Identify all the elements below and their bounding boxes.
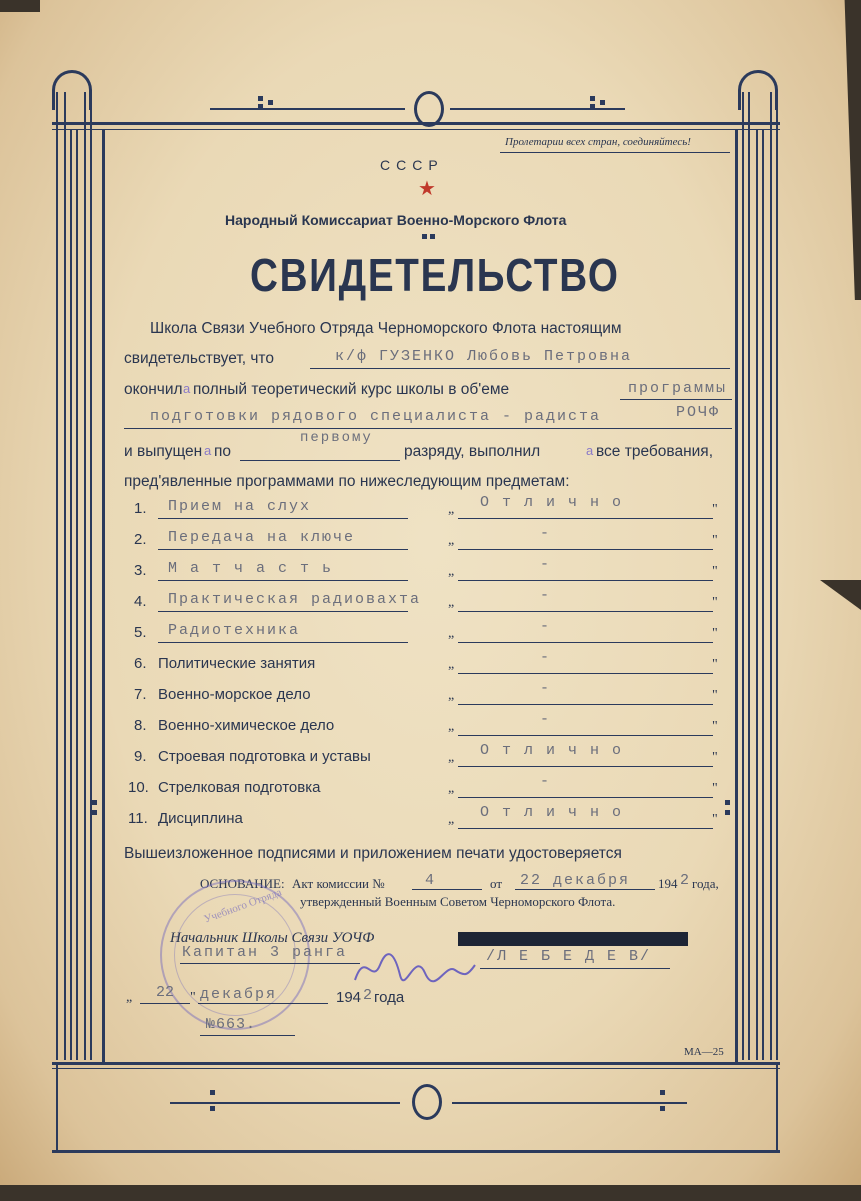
ornament-bar-left <box>210 108 405 110</box>
body-line-6: пред'явленные программами по нижеследующим предметам: <box>124 473 570 490</box>
grade-open-quote: „ <box>448 719 455 734</box>
body-line-3-mid: полный теоретический курс школы в об'еме <box>193 381 510 398</box>
subject-name: Практическая радиовахта <box>168 591 422 608</box>
frame-bottom-line-thin <box>52 1068 780 1069</box>
body-line-5a: и выпущен <box>124 443 203 460</box>
subject-name: Радиотехника <box>168 622 301 639</box>
ornament-dot <box>210 1106 215 1111</box>
basis-line-2: утвержденный Военным Советом Черноморского Флота. <box>300 894 616 909</box>
grade-close-quote: " <box>712 626 718 641</box>
subject-number: 5. <box>134 624 147 641</box>
name-underline <box>310 368 730 369</box>
frame-top-line <box>52 122 780 125</box>
program-typed-right: РОЧФ <box>676 404 721 421</box>
frame-dot <box>725 800 730 805</box>
subject-number: 7. <box>134 686 147 703</box>
body-line-1: Школа Связи Учебного Отряда Черноморского Флота настоящим <box>150 320 622 337</box>
subject-grade: - <box>540 649 552 666</box>
subject-grade: - <box>540 680 552 697</box>
body-line-5b: разряду, выполнил <box>404 443 541 460</box>
frame-right-col <box>756 130 758 1060</box>
frame-dot <box>725 810 730 815</box>
country-title: СССР <box>380 157 444 173</box>
subject-grade: - <box>540 587 552 604</box>
act-number-underline <box>412 889 482 890</box>
frame-base-line <box>52 1150 780 1153</box>
grade-rank-typed: первому <box>300 430 373 446</box>
frame-right-col <box>762 130 764 1060</box>
ornament-dot <box>660 1090 665 1095</box>
basis-year-prefix: 194 <box>658 876 678 891</box>
frame-right-col <box>748 92 750 1060</box>
ornament-bar-right-bottom <box>452 1102 687 1104</box>
subject-name: Стрелковая подготовка <box>158 779 321 796</box>
slogan: Пролетарии всех стран, соединяйтесь! <box>505 136 691 148</box>
recipient-name: к/ф ГУЗЕНКО Любовь Петровна <box>335 348 633 365</box>
subject-name: М а т ч а с т ь <box>168 560 334 577</box>
date-year-prefix: 194 <box>336 989 362 1006</box>
frame-left-col <box>84 92 86 1060</box>
subject-grade: - <box>540 556 552 573</box>
act-number: 4 <box>425 872 437 889</box>
ornament-dot <box>600 100 605 105</box>
frame-cap-left <box>52 70 92 110</box>
grade-open-quote: „ <box>448 781 455 796</box>
subject-name: Передача на ключе <box>168 529 356 546</box>
grade-close-quote: " <box>712 719 718 734</box>
grade-open-quote: „ <box>448 812 455 827</box>
ornament-dot <box>258 96 263 101</box>
torn-edge-bottom <box>0 1185 861 1201</box>
head-name: /Л Е Б Е Д Е В/ <box>486 948 652 965</box>
program-typed: программы <box>628 380 728 397</box>
subject-name-underline <box>158 580 408 581</box>
program-underline <box>620 399 732 400</box>
grade-underline <box>458 673 713 674</box>
ornament-dot <box>660 1106 665 1111</box>
subject-number: 10. <box>128 779 149 796</box>
frame-dot <box>92 810 97 815</box>
gender-suffix-3: а <box>586 443 594 458</box>
grade-open-quote: „ <box>448 502 455 517</box>
act-date: 22 декабря <box>520 872 631 889</box>
grade-open-quote: „ <box>448 595 455 610</box>
grade-close-quote: " <box>712 657 718 672</box>
date-month: декабря <box>200 986 278 1003</box>
subject-grade: - <box>540 773 552 790</box>
head-rank: Капитан 3 ранга <box>182 944 348 961</box>
body-line-5-po: по <box>214 443 232 460</box>
star-icon: ★ <box>418 178 436 200</box>
grade-underline <box>458 797 713 798</box>
date-open-quote: „ <box>126 990 133 1005</box>
ornament-oval-top <box>414 91 444 127</box>
subject-name: Дисциплина <box>158 810 243 827</box>
frame-left-col <box>76 130 78 1060</box>
grade-close-quote: " <box>712 502 718 517</box>
grade-open-quote: „ <box>448 626 455 641</box>
grade-close-quote: " <box>712 533 718 548</box>
grade-underline <box>458 518 713 519</box>
ornament-bar-right <box>450 108 625 110</box>
torn-corner <box>0 0 40 12</box>
frame-bottom-line <box>52 1062 780 1065</box>
subject-number: 4. <box>134 593 147 610</box>
frame-left-col <box>64 92 66 1060</box>
subject-name: Военно-морское дело <box>158 686 311 703</box>
subject-name-underline <box>158 518 408 519</box>
ornament-dot <box>590 104 595 109</box>
date-year-digit: 2 <box>363 987 373 1004</box>
form-code: МА—25 <box>684 1046 724 1058</box>
date-day-underline <box>140 1003 190 1004</box>
date-day: 22 <box>156 984 175 1001</box>
basis-text: Акт комиссии № <box>292 876 385 891</box>
body-line-3-prefix: окончил <box>124 381 183 398</box>
grade-underline <box>458 580 713 581</box>
ornament-dot <box>210 1090 215 1095</box>
subject-number: 3. <box>134 562 147 579</box>
subject-name: Военно-химическое дело <box>158 717 335 734</box>
subject-number: 1. <box>134 500 147 517</box>
subject-number: 8. <box>134 717 147 734</box>
frame-right-col <box>770 92 772 1060</box>
head-title: Начальник Школы Связи УОЧФ <box>170 930 375 946</box>
grade-underline <box>458 611 713 612</box>
basis-from: от <box>490 876 503 891</box>
slogan-underline <box>500 152 730 153</box>
grade-close-quote: " <box>712 812 718 827</box>
head-rank-underline <box>180 963 360 964</box>
grade-close-quote: " <box>712 595 718 610</box>
frame-base-right <box>776 1062 778 1152</box>
frame-dot <box>92 800 97 805</box>
body-line-5c: все требования, <box>596 443 713 460</box>
grade-underline <box>458 642 713 643</box>
header-dot <box>422 234 427 239</box>
frame-left-inner <box>102 130 105 1065</box>
subject-grade: О т л и ч н о <box>480 742 624 759</box>
subject-number: 9. <box>134 748 147 765</box>
certify-line: Вышеизложенное подписями и приложением печати удостоверяется <box>124 845 622 862</box>
frame-left-col <box>90 92 92 1060</box>
grade-open-quote: „ <box>448 750 455 765</box>
grade-open-quote: „ <box>448 657 455 672</box>
frame-top-line-thin <box>52 129 780 130</box>
grade-open-quote: „ <box>448 688 455 703</box>
subject-number: 2. <box>134 531 147 548</box>
subject-grade: - <box>540 618 552 635</box>
signature <box>350 945 480 990</box>
subject-name-underline <box>158 611 408 612</box>
head-name-underline <box>480 968 670 969</box>
subject-grade: О т л и ч н о <box>480 804 624 821</box>
commissariat-title: Народный Комиссариат Военно-Морского Флота <box>225 212 567 228</box>
header-dot <box>430 234 435 239</box>
grade-underline <box>458 549 713 550</box>
rank-underline <box>240 460 400 461</box>
frame-right-col <box>776 92 778 1060</box>
date-close-quote: " <box>190 990 196 1005</box>
grade-close-quote: " <box>712 781 718 796</box>
subject-name: Политические занятия <box>158 655 316 672</box>
document-title: СВИДЕТЕЛЬСТВО <box>250 249 620 301</box>
program-underline-2 <box>124 428 732 429</box>
act-date-underline <box>515 889 655 890</box>
subject-name: Строевая подготовка и уставы <box>158 748 371 765</box>
grade-close-quote: " <box>712 564 718 579</box>
frame-cap-right <box>738 70 778 110</box>
stamp-text: Учебного Отряда <box>202 886 284 926</box>
gender-suffix: а <box>183 381 191 396</box>
frame-base-left <box>56 1062 58 1152</box>
frame-left-col <box>70 130 72 1060</box>
ornament-dot <box>590 96 595 101</box>
frame-left-col <box>56 92 58 1060</box>
subject-number: 6. <box>134 655 147 672</box>
ornament-oval-bottom <box>412 1084 442 1120</box>
grade-underline <box>458 766 713 767</box>
subject-number: 11. <box>128 810 148 827</box>
ornament-dot <box>268 100 273 105</box>
grade-open-quote: „ <box>448 564 455 579</box>
subject-name: Прием на слух <box>168 498 312 515</box>
subject-grade: О т л и ч н о <box>480 494 624 511</box>
subject-name-underline <box>158 549 408 550</box>
document-number: №663. <box>206 1016 257 1033</box>
torn-edge-right-mid <box>820 580 861 610</box>
redaction-bar <box>458 932 688 946</box>
date-year-suffix: года <box>374 989 405 1006</box>
document-number-underline <box>200 1035 295 1036</box>
ornament-bar-left-bottom <box>170 1102 400 1104</box>
grade-open-quote: „ <box>448 533 455 548</box>
ornament-dot <box>258 104 263 109</box>
basis-year-digit: 2 <box>680 872 690 889</box>
frame-right-col <box>742 92 744 1060</box>
grade-close-quote: " <box>712 750 718 765</box>
body-line-2-prefix: свидетельствует, что <box>124 350 274 367</box>
torn-edge-right <box>820 0 861 300</box>
grade-underline <box>458 828 713 829</box>
program-typed-2: подготовки рядового специалиста - радиста <box>150 408 602 425</box>
subject-name-underline <box>158 642 408 643</box>
date-month-underline <box>198 1003 328 1004</box>
grade-underline <box>458 735 713 736</box>
subject-grade: - <box>540 525 552 542</box>
gender-suffix-2: а <box>204 443 212 458</box>
ornament-center-bottom <box>418 92 419 93</box>
grade-close-quote: " <box>712 688 718 703</box>
basis-label: ОСНОВАНИЕ: <box>200 876 285 891</box>
basis-year-suffix: года, <box>692 876 719 891</box>
grade-underline <box>458 704 713 705</box>
frame-right-inner <box>735 130 738 1065</box>
subject-grade: - <box>540 711 552 728</box>
ornament-center-top <box>418 1086 419 1087</box>
